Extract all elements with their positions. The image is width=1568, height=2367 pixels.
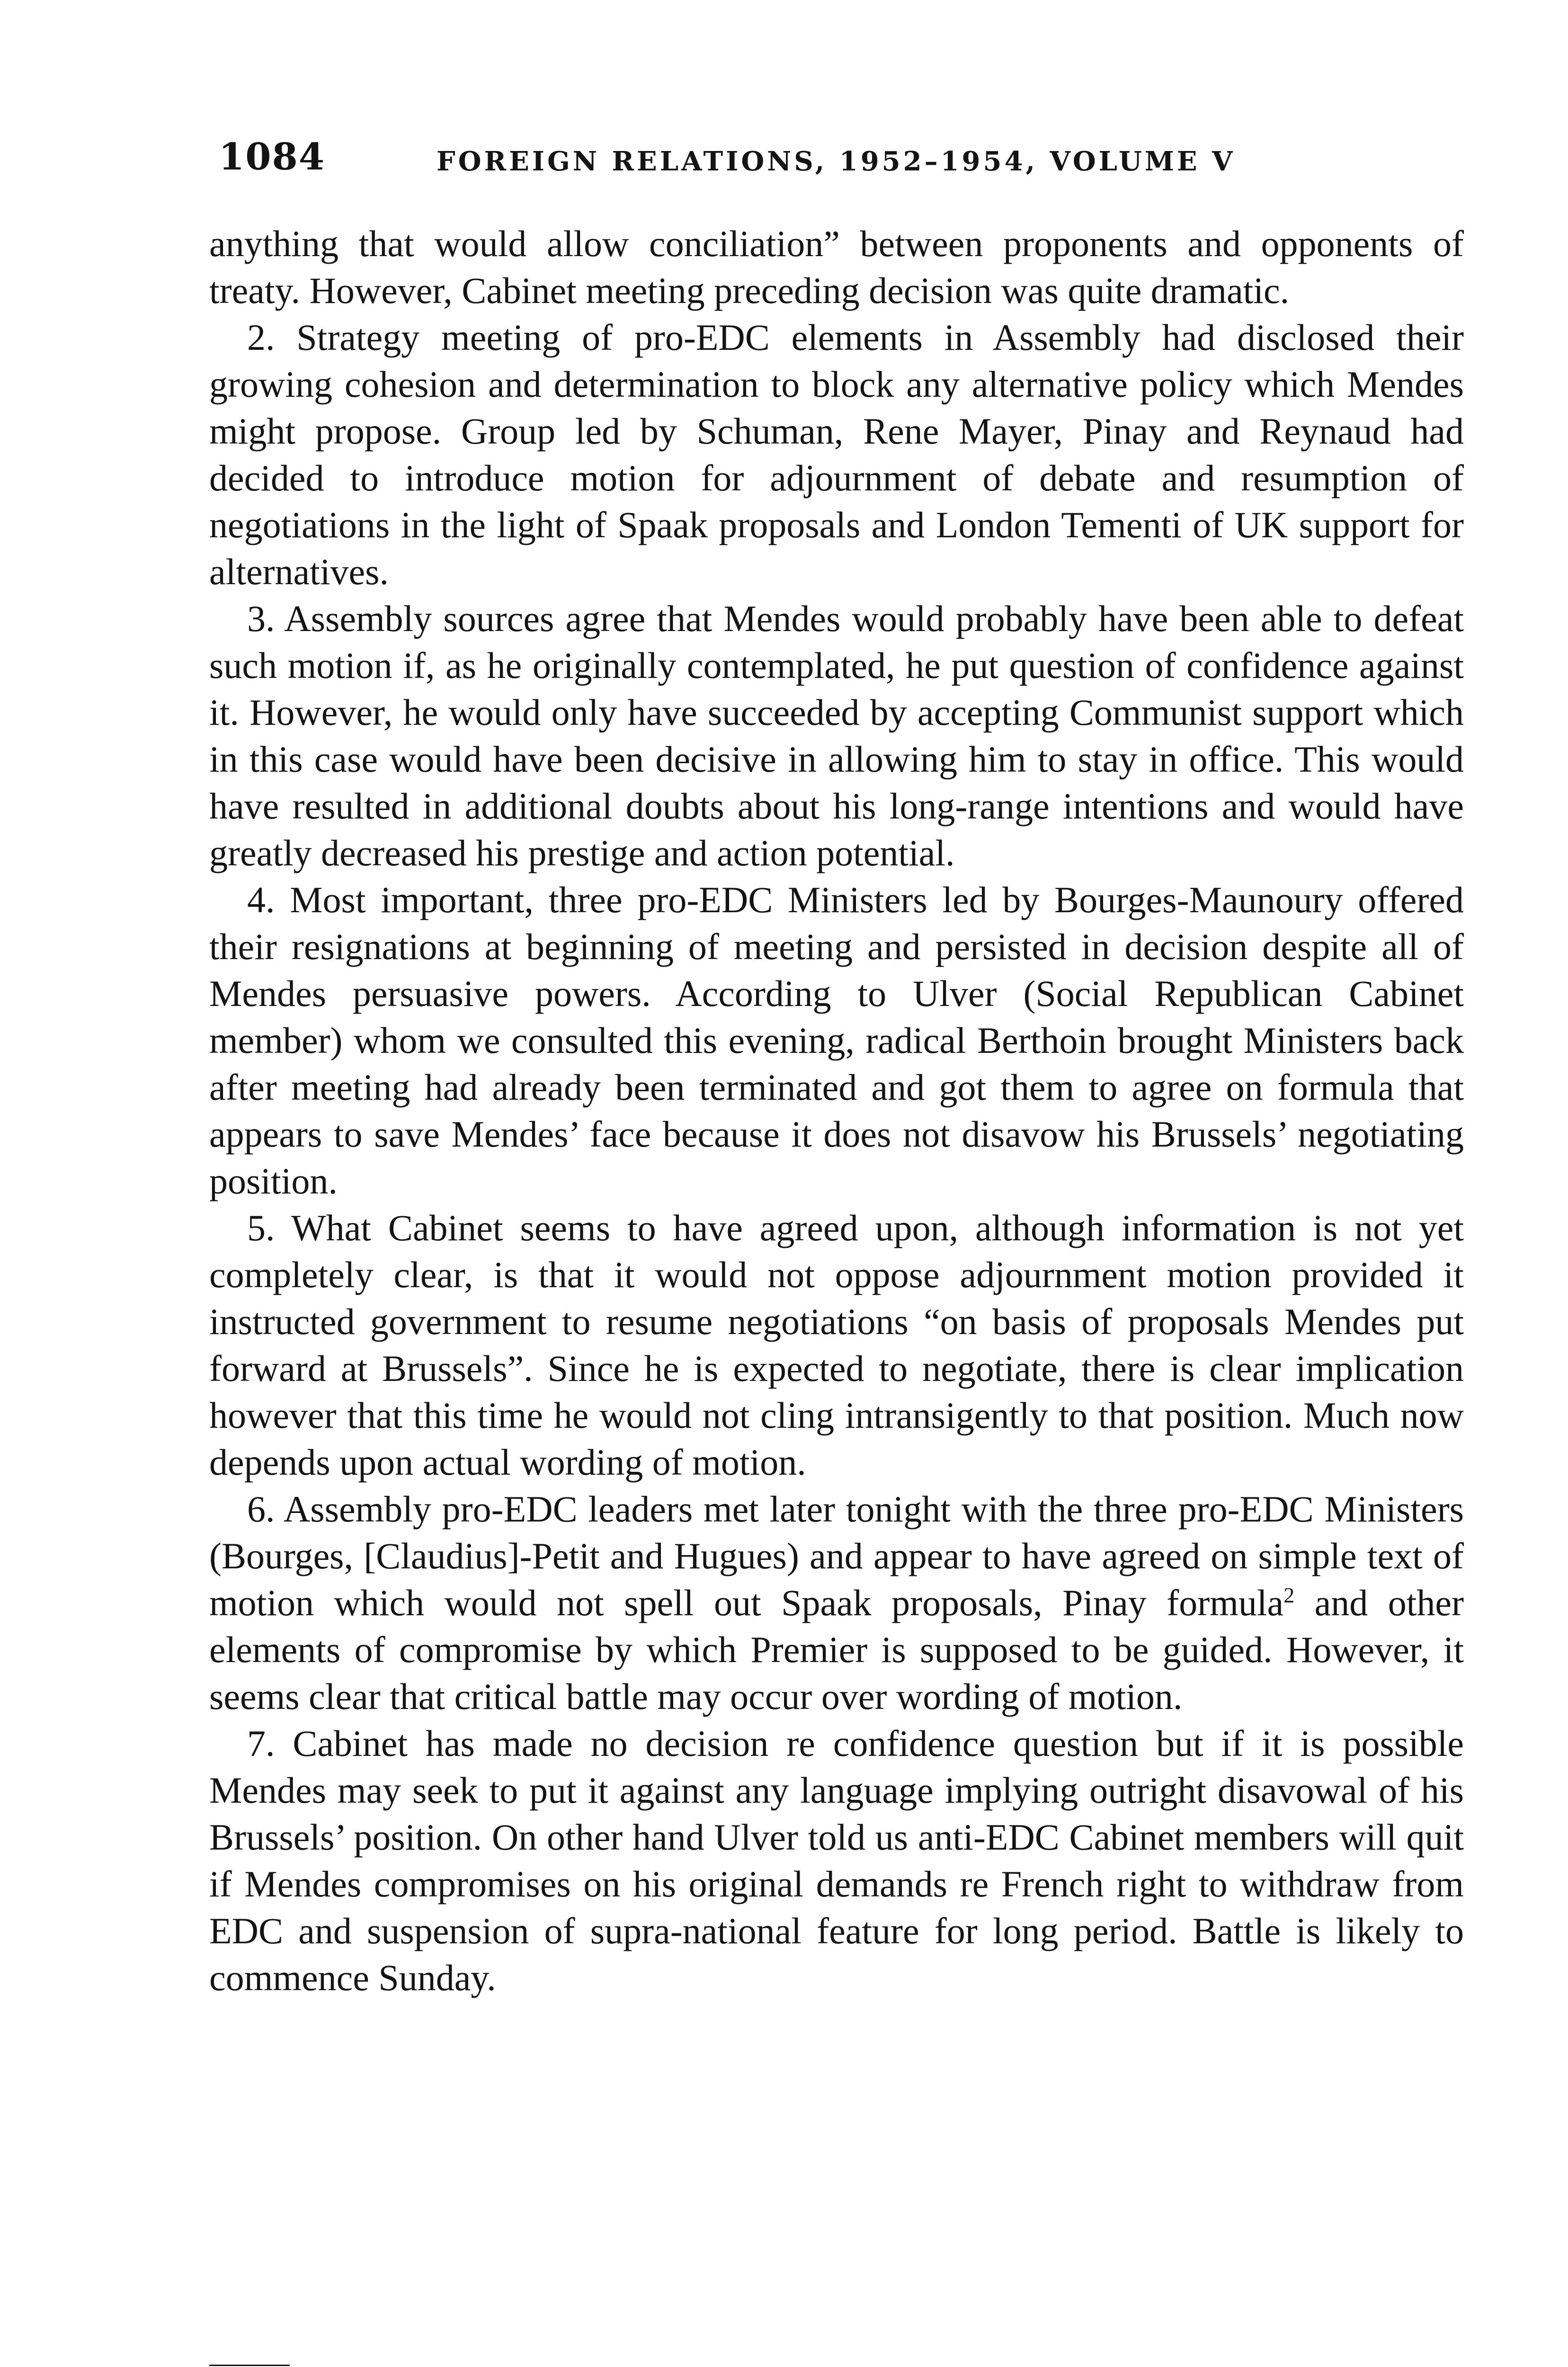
page-number: 1084 <box>219 135 326 178</box>
paragraph-7: 7. Cabinet has made no decision re confidence question but if it is possible Mendes may seek to put it against any language implying outright disavowal of his Brussels’ position. On other hand Ulver told us anti-EDC Cabinet members will quit if Mendes compromises on his original demands re French right to withdraw from EDC and suspension of supra-national feature for long period. Battle is likely to commence Sunday. <box>209 1723 1464 1998</box>
paragraph-6 <box>209 1486 1464 1720</box>
paragraph-2: 2. Strategy meeting of pro-EDC elements in Assembly had disclosed their growing cohesion and determination to block any alternative policy which Mendes might propose. Group led by Schuman, Rene Mayer, Pinay and Reynaud had decided to introduce motion for adjournment of debate and resumption of negotiations in the light of Spaak proposals and London Tementi of UK support for alternatives. <box>209 317 1464 592</box>
paragraph-6-text-before-footnote: 6. Assembly pro-EDC leaders met later tonight with the three pro-EDC Ministers (Bourges, [Claudius]-Petit and Hugues) and appear to have agreed on simple text of motion which would not spell out Spaak proposals, Pinay formula <box>209 1488 1464 1623</box>
paragraph-3: 3. Assembly sources agree that Mendes would probably have been able to defeat such motion if, as he originally contemplated, he put question of confidence against it. However, he would only have succeeded by accepting Communist support which in this case would have been decisive in allowing him to stay in office. This would have resulted in additional doubts about his long-range intentions and would have greatly decreased his prestige and action potential. <box>209 598 1464 873</box>
paragraph-5: 5. What Cabinet seems to have agreed upon, although information is not yet completely clear, is that it would not oppose adjournment motion provided it instructed government to resume negotiations “on basis of proposals Mendes put forward at Brussels”. Since he is expected to negotiate, there is clear implication however that this time he would not cling intransigently to that position. Much now depends upon actual wording of motion. <box>209 1207 1464 1483</box>
footnote-reference: 2 <box>1283 1583 1295 1607</box>
running-head: FOREIGN RELATIONS, 1952–1954, VOLUME V <box>437 146 1236 177</box>
paragraph-6-text-after-footnote: and other elements of compromise by which Premier is supposed to be guided. However, it seems clear that critical battle may occur over wording of motion. <box>209 1582 1464 1717</box>
page-header <box>219 133 1473 186</box>
paragraph-continuation: anything that would allow conciliation” between proponents and opponents of treaty. However, Cabinet meeting preceding decision was quite dramatic. <box>209 223 1464 311</box>
body-text <box>209 220 1464 2001</box>
paragraph-4: 4. Most important, three pro-EDC Ministers led by Bourges-Maunoury offered their resignations at beginning of meeting and persisted in decision despite all of Mendes persuasive powers. According to Ulver (Social Republican Cabinet member) whom we consulted this evening, radical Berthoin brought Ministers back after meeting had already been terminated and got them to agree on formula that appears to save Mendes’ face because it does not disavow his Brussels’ negotiating position. <box>209 879 1464 1201</box>
footnote-divider <box>209 2365 290 2366</box>
